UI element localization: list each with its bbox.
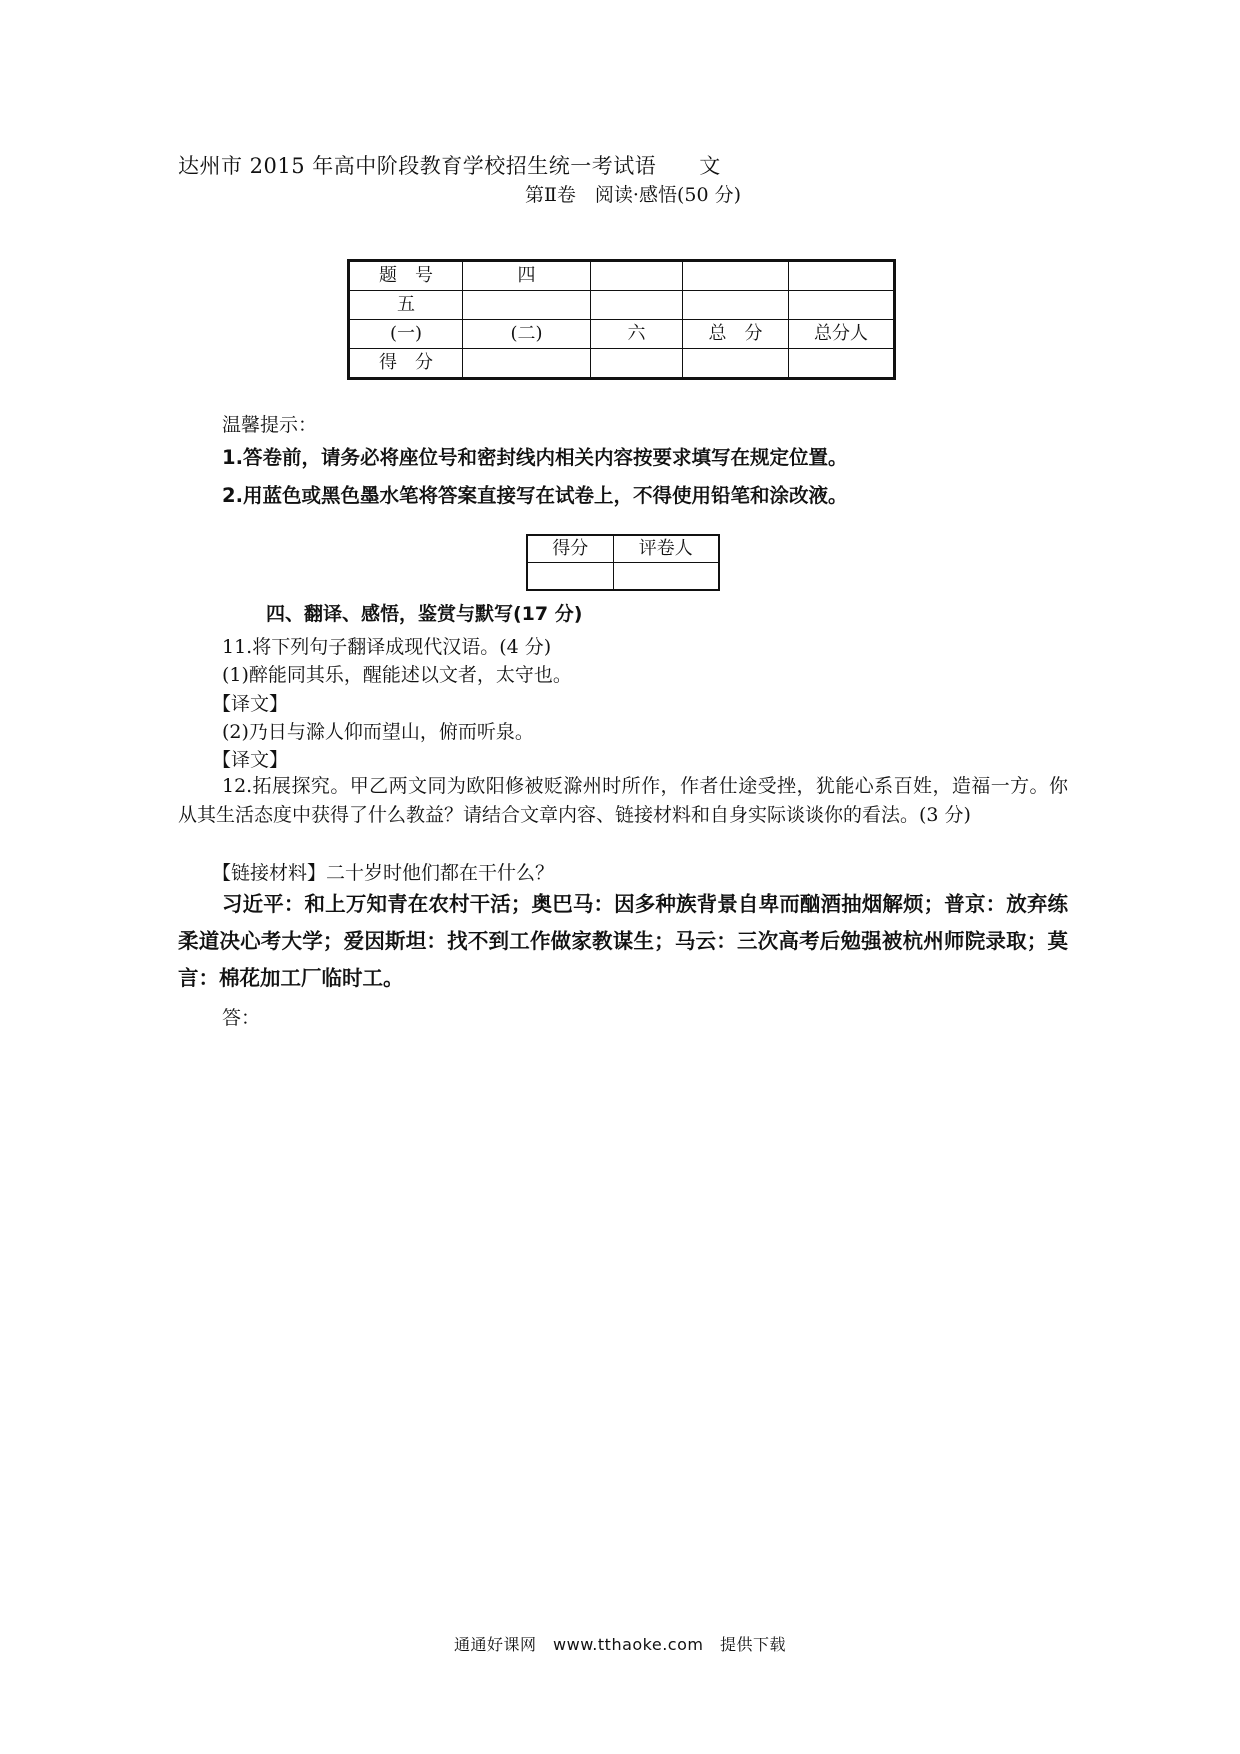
table-cell[interactable]	[591, 349, 683, 379]
question-11-2: (2)乃日与滁人仰而望山，俯而听泉。	[222, 721, 534, 743]
translation-label: 【译文】	[212, 693, 289, 715]
link-material-title: 【链接材料】二十岁时他们都在干什么？	[212, 862, 555, 884]
section-subtitle: 第Ⅱ卷 阅读·感悟(50 分)	[525, 184, 741, 206]
table-row	[349, 349, 895, 379]
question-11-1: (1)醉能同其乐，醒能述以文者，太守也。	[222, 664, 572, 686]
table-cell[interactable]	[789, 349, 895, 379]
translation-label: 【译文】	[212, 749, 289, 771]
table-cell: 题 号	[349, 261, 463, 291]
table-row	[349, 291, 895, 320]
table-cell[interactable]	[463, 349, 591, 379]
question-11: 11.将下列句子翻译成现代汉语。(4 分)	[222, 636, 552, 658]
table-cell: 得 分	[349, 349, 463, 379]
table-cell[interactable]	[527, 563, 613, 591]
table-cell[interactable]	[591, 261, 683, 291]
table-row	[349, 261, 895, 291]
table-row	[527, 563, 719, 591]
table-header-cell: 评卷人	[613, 535, 719, 563]
table-cell: 五	[349, 291, 463, 320]
table-cell[interactable]	[683, 291, 789, 320]
section-heading: 四、翻译、感悟，鉴赏与默写(17 分)	[266, 603, 583, 625]
table-cell[interactable]	[683, 349, 789, 379]
tips-title: 温馨提示：	[222, 414, 318, 436]
table-cell: 总分人	[789, 320, 895, 349]
table-cell: (二)	[463, 320, 591, 349]
table-cell[interactable]	[591, 291, 683, 320]
tip-item: 1.答卷前，请务必将座位号和密封线内相关内容按要求填写在规定位置。	[222, 446, 848, 469]
table-cell[interactable]	[613, 563, 719, 591]
table-cell: 六	[591, 320, 683, 349]
grader-table	[526, 534, 720, 591]
score-table	[347, 259, 896, 380]
tip-item: 2.用蓝色或黑色墨水笔将答案直接写在试卷上，不得使用铅笔和涂改液。	[222, 484, 848, 507]
table-cell[interactable]	[789, 291, 895, 320]
table-header-cell: 得分	[527, 535, 613, 563]
table-cell: (一)	[349, 320, 463, 349]
table-cell: 四	[463, 261, 591, 291]
link-material-body: 习近平：和上万知青在农村干活；奥巴马：因多种族背景自卑而酗酒抽烟解烦；普京：放弃练柔道决心考大学；爱因斯坦：找不到工作做家教谋生；马云：三次高考后勉强被杭州师院录取；莫言：棉花加工厂临时工。	[178, 892, 1068, 990]
table-cell[interactable]	[683, 261, 789, 291]
table-cell: 总 分	[683, 320, 789, 349]
table-cell[interactable]	[463, 291, 591, 320]
table-row	[349, 320, 895, 349]
question-12: 12.拓展探究。甲乙两文同为欧阳修被贬滁州时所作，作者仕途受挫，犹能心系百姓，造福一方。你从其生活态度中获得了什么教益？请结合文章内容、链接材料和自身实际谈谈你的看法。(3 分)	[178, 775, 1068, 826]
table-cell[interactable]	[789, 261, 895, 291]
footer-credit: 通通好课网 www.tthaoke.com 提供下载	[454, 1635, 786, 1654]
answer-label: 答：	[222, 1007, 261, 1029]
page-title: 达州市 2015 年高中阶段教育学校招生统一考试语 文	[178, 154, 721, 178]
table-row	[527, 535, 719, 563]
